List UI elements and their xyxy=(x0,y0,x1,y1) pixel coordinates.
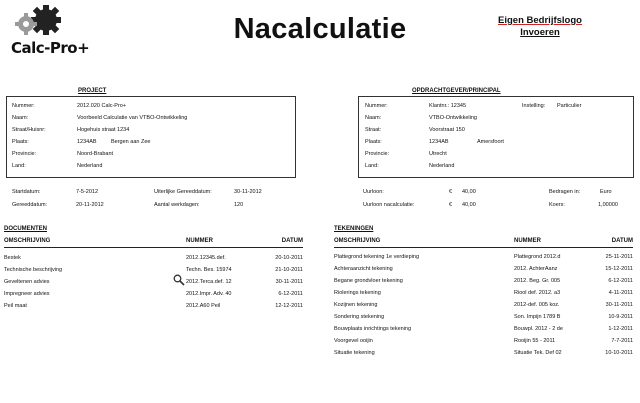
drawing-number: 2012-def. 005 koz. xyxy=(514,302,560,308)
project-name-value: Voorbeeld Calculatie van VTBO-Ontwikkeling xyxy=(77,115,188,121)
exchange-rate-label: Koers: xyxy=(549,202,565,208)
hourly-rate-label: Uurloon: xyxy=(363,189,384,195)
drawings-heading: TEKENINGEN xyxy=(334,226,374,232)
drawing-date: 6-12-2011 xyxy=(608,278,633,284)
documents-heading: DOCUMENTEN xyxy=(4,226,47,232)
client-country-value: Nederland xyxy=(429,163,455,169)
project-postcode-value: 1234AB xyxy=(77,139,97,145)
drawings-col-date: DATUM xyxy=(611,238,633,244)
drawing-number: 2012. Beg. Gr. 005 xyxy=(514,278,561,284)
drawing-description: Situatie tekening xyxy=(334,350,375,356)
ready-date-value: 20-11-2012 xyxy=(76,202,104,208)
hourly-nacalc-label: Uurloon nacalculatie: xyxy=(363,202,415,208)
project-name-label: Naam: xyxy=(12,115,29,121)
project-heading: PROJECT xyxy=(78,88,107,94)
hourly-nacalc-currency: € xyxy=(449,202,453,208)
client-country-label: Land: xyxy=(365,163,379,169)
drawings-col-description: OMSCHRIJVING xyxy=(334,238,381,244)
project-number-label: Nummer: xyxy=(12,103,35,109)
document-date: 30-11-2011 xyxy=(275,279,303,285)
magnifier-icon[interactable] xyxy=(173,274,185,286)
drawing-description: Kozijnen tekening xyxy=(334,302,378,308)
drawing-date: 4-11-2011 xyxy=(608,290,633,296)
drawing-number: Bouwpl. 2012 - 2 de xyxy=(514,326,563,332)
own-logo-line1: Eigen Bedrijfslogo xyxy=(498,15,582,26)
amounts-in-value: Euro xyxy=(600,189,612,195)
drawing-number: Son. Impijn 1789 B xyxy=(514,314,561,320)
project-city-value: Bergen aan Zee xyxy=(111,139,151,145)
document-date: 20-10-2011 xyxy=(275,255,303,261)
drawing-number: 2012. AchterAanz xyxy=(514,266,558,272)
document-description: Impregneer advies xyxy=(4,291,50,297)
project-street-value: Hogehuis straat 1234 xyxy=(77,127,130,133)
documents-col-date: DATUM xyxy=(281,238,303,244)
ready-date-label: Gereeddatum: xyxy=(12,202,48,208)
drawings-col-number: NUMMER xyxy=(514,238,541,244)
document-description: Technische beschrijving xyxy=(4,267,63,273)
client-institution-label: Instelling: xyxy=(522,103,546,109)
drawing-number: Rooijin 55 - 2011 xyxy=(514,338,556,344)
document-date: 6-12-2011 xyxy=(278,291,303,297)
project-country-label: Land: xyxy=(12,163,26,169)
drawing-description: Riolerings tekening xyxy=(334,290,381,296)
documents-col-number: NUMMER xyxy=(186,238,213,244)
project-province-label: Provincie: xyxy=(12,151,37,157)
start-date-value: 7-5-2012 xyxy=(76,189,99,195)
own-company-logo-placeholder[interactable] xyxy=(492,15,588,39)
client-postcode-value: 1234AB xyxy=(429,139,449,145)
document-number: 2012.12345.def. xyxy=(186,255,226,261)
documents-col-description: OMSCHRIJVING xyxy=(4,238,51,244)
document-description: Bestek xyxy=(4,255,21,261)
project-province-value: Noord-Brabant xyxy=(77,151,114,157)
client-name-label: Naam: xyxy=(365,115,382,121)
drawing-number: Plattegrond 2012.d xyxy=(514,254,561,260)
drawing-description: Sondering stekening xyxy=(334,314,385,320)
client-name-value: VTBO-Ontwikkeling xyxy=(429,115,477,121)
client-province-value: Utrecht xyxy=(429,151,447,157)
document-number: Techn. Bes. 15974 xyxy=(186,267,232,273)
workdays-label: Aantal werkdagen: xyxy=(154,202,200,208)
project-city-label: Plaats: xyxy=(12,139,29,145)
drawing-date: 15-12-2011 xyxy=(605,266,633,272)
drawing-description: Achteraanzicht tekening xyxy=(334,266,393,272)
client-city-label: Plaats: xyxy=(365,139,382,145)
drawing-description: Begane grondvloer tekening xyxy=(334,278,403,284)
workdays-value: 120 xyxy=(234,202,244,208)
amounts-in-label: Bedragen in: xyxy=(549,189,581,195)
document-number: 2012.A60 Peil xyxy=(186,303,221,309)
drawing-description: Plattegrond tekening 1e verdieping xyxy=(334,254,420,260)
project-box xyxy=(6,96,296,178)
client-heading: OPDRACHTGEVER/PRINCIPAL xyxy=(412,88,501,94)
drawing-date: 1-12-2011 xyxy=(608,326,633,332)
hourly-rate-currency: € xyxy=(449,189,453,195)
document-date: 21-10-2011 xyxy=(275,267,303,273)
logo-text: Calc-Pro+ xyxy=(11,39,90,57)
client-institution-value: Particulier xyxy=(557,103,582,109)
client-street-value: Voorstraat 150 xyxy=(429,127,465,133)
drawing-date: 30-11-2011 xyxy=(605,302,633,308)
client-street-label: Straat: xyxy=(365,127,382,133)
drawing-description: Voorgevel ooijin xyxy=(334,338,373,344)
drawing-date: 10-10-2011 xyxy=(605,350,633,356)
client-number-value: Klantnr.: 12345 xyxy=(429,103,467,109)
document-number: 2012.Terca.def. 12 xyxy=(186,279,232,285)
hourly-rate-value: 40,00 xyxy=(462,189,476,195)
client-city-value: Amersfoort xyxy=(477,139,504,145)
client-number-label: Nummer: xyxy=(365,103,388,109)
project-street-label: Straat/Huisnr: xyxy=(12,127,46,133)
document-date: 12-12-2011 xyxy=(275,303,303,309)
drawing-date: 7-7-2011 xyxy=(611,338,633,344)
deadline-label: Uiterlijke Gereeddatum: xyxy=(154,189,212,195)
drawing-date: 10-9-2011 xyxy=(608,314,633,320)
drawings-header-divider xyxy=(334,247,633,248)
exchange-rate-value: 1,00000 xyxy=(598,202,618,208)
documents-header-divider xyxy=(4,247,303,248)
document-description: Peil maat xyxy=(4,303,27,309)
drawing-date: 25-11-2011 xyxy=(605,254,633,260)
page-title: Nacalculatie xyxy=(233,13,407,45)
project-country-value: Nederland xyxy=(77,163,103,169)
drawing-number: Situatie Tek. Def 02 xyxy=(514,350,562,356)
own-logo-line2: Invoeren xyxy=(520,27,560,38)
deadline-value: 30-11-2012 xyxy=(234,189,262,195)
client-province-label: Provincie: xyxy=(365,151,390,157)
project-number-value: 2012.020 Calc-Pro+ xyxy=(77,103,127,109)
drawing-description: Bouwplaats inrichtings tekening xyxy=(334,326,412,332)
drawing-number: Riool def. 2012. a3 xyxy=(514,290,561,296)
start-date-label: Startdatum: xyxy=(12,189,41,195)
document-description: Geveltenen advies xyxy=(4,279,50,285)
client-box xyxy=(358,96,634,178)
hourly-nacalc-value: 40,00 xyxy=(462,202,476,208)
document-number: 2012.Impr. Adv. 40 xyxy=(186,291,232,297)
